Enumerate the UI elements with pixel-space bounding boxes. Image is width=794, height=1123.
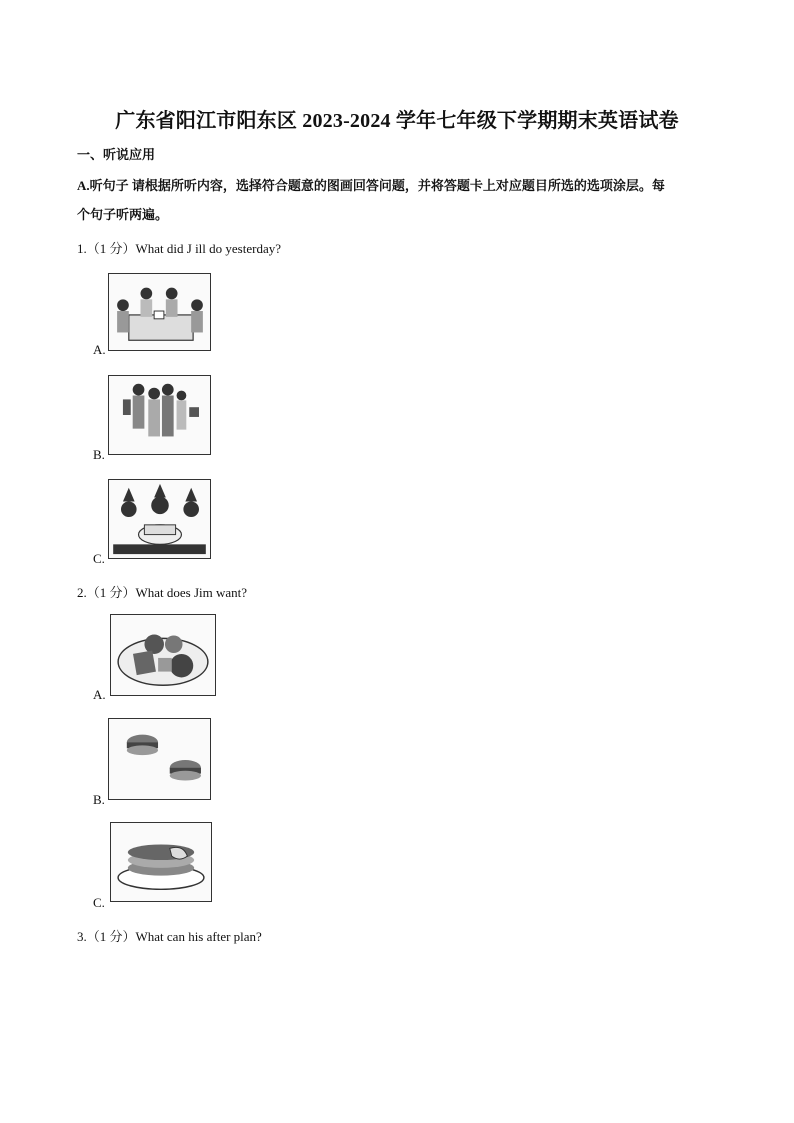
question-2-option-a-label: A. [93, 687, 106, 702]
question-3-text: 3.（1 分）What can his after plan? [77, 929, 262, 944]
question-2-option-a-image [110, 614, 216, 696]
instruction-text: A.听句子 请根据所听内容，选择符合题意的图画回答问题，并将答题卡上对应题目所选的选项涂层。每 [77, 178, 665, 193]
section-heading: 一、听说应用 [77, 147, 156, 162]
question-2-text: 2.（1 分）What does Jim want? [77, 585, 248, 600]
question-2-option-c-label: C. [93, 895, 105, 910]
question-1-option-a-image [108, 273, 211, 351]
question-1-option-b-image [108, 375, 211, 455]
question-1-option-b-label: B. [93, 447, 105, 462]
question-1-option-c-image [108, 479, 211, 559]
question-1-option-a-label: A. [93, 342, 106, 357]
question-1-text: 1.（1 分）What did J ill do yesterday? [77, 241, 281, 256]
question-2-option-b-label: B. [93, 792, 105, 807]
question-2-option-b-image [108, 718, 211, 800]
page-title: 广东省阳江市阳东区 2023-2024 学年七年级下学期期末英语试卷 [115, 110, 679, 132]
question-1-option-c-label: C. [93, 551, 105, 566]
instruction-text-continued: 个句子听两遍。 [77, 207, 169, 222]
question-2-option-c-image [110, 822, 212, 902]
